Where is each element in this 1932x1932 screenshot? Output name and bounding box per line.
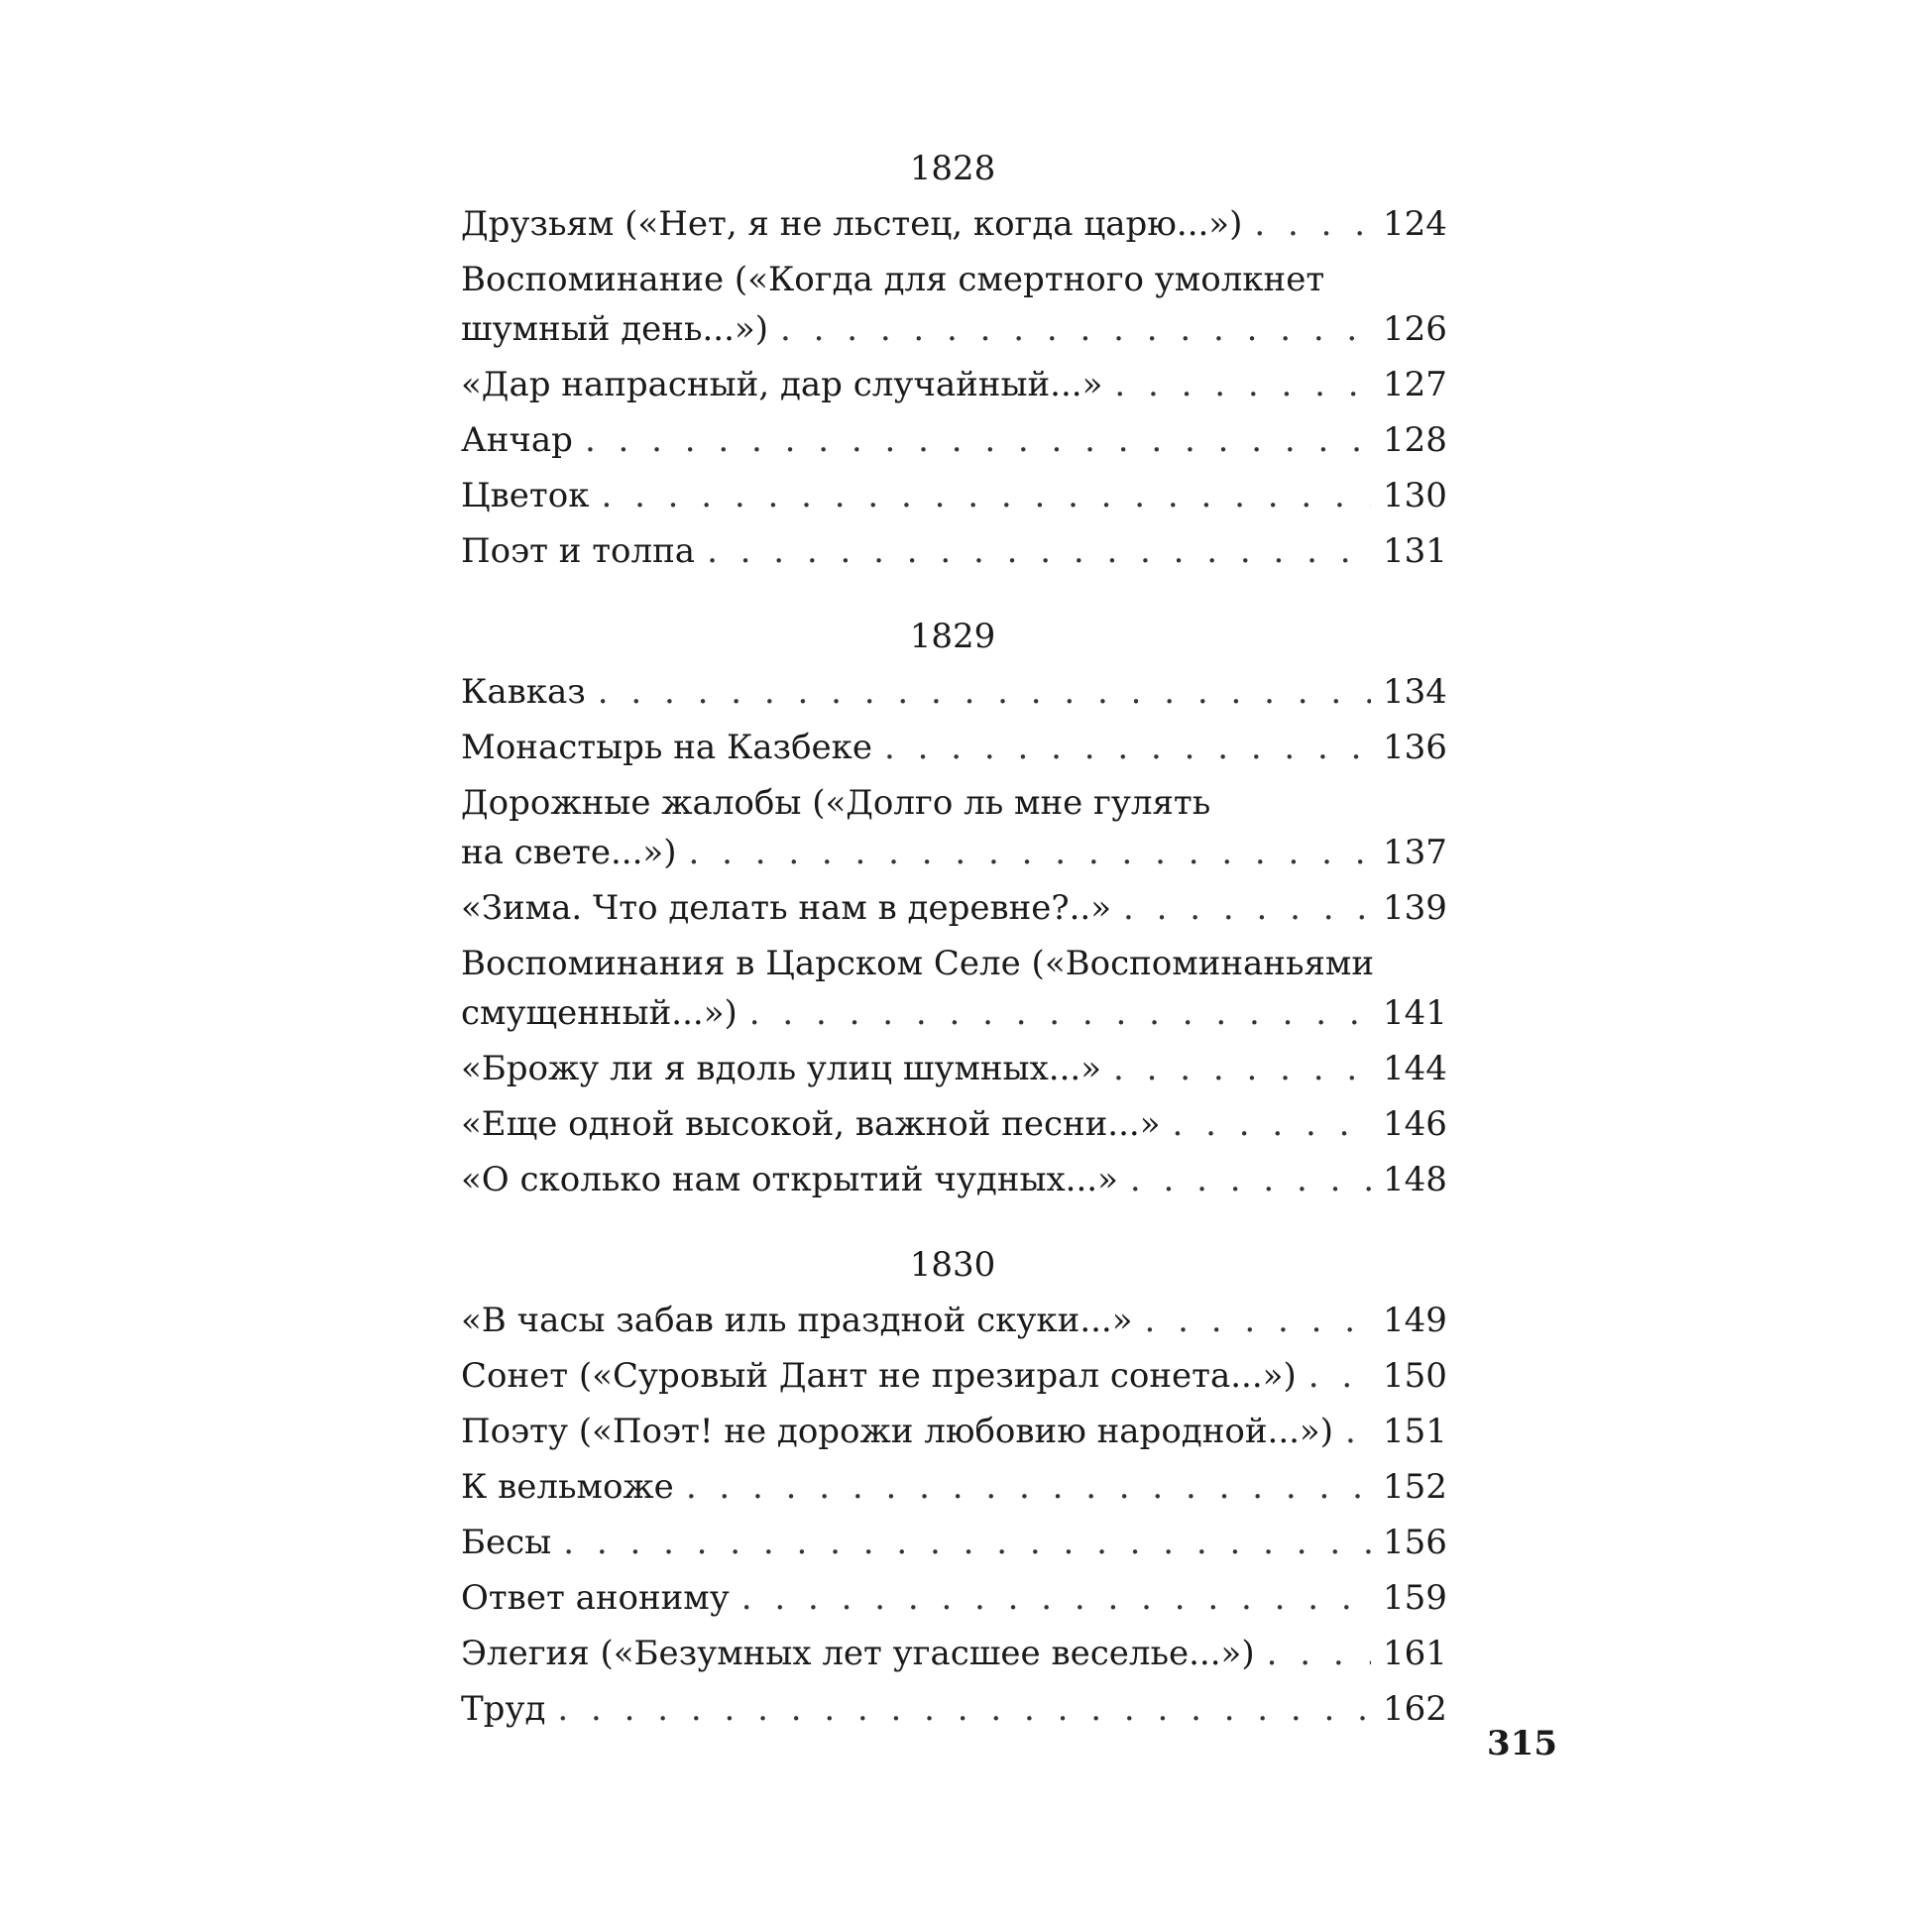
dot-leader bbox=[1145, 1293, 1371, 1348]
toc-column bbox=[461, 141, 1447, 1737]
toc-entry[interactable] bbox=[461, 252, 1447, 357]
toc-entry-title: смущенный...») bbox=[461, 993, 738, 1033]
toc-entry[interactable] bbox=[461, 664, 1447, 720]
toc-entry[interactable] bbox=[461, 1404, 1447, 1459]
toc-entry[interactable] bbox=[461, 412, 1447, 468]
toc-entry-title: Сонет («Суровый Дант не презирал сонета...») bbox=[461, 1356, 1297, 1396]
toc-entry-title: на свете...») bbox=[461, 833, 677, 872]
toc-entry[interactable] bbox=[461, 1293, 1447, 1348]
toc-entry-page: 151 bbox=[1383, 1412, 1447, 1451]
toc-entry-title: Монастырь на Казбеке bbox=[461, 728, 873, 767]
toc-entry[interactable] bbox=[461, 523, 1447, 579]
dot-leader bbox=[557, 1681, 1371, 1737]
toc-entry-page: 128 bbox=[1383, 420, 1447, 460]
toc-entry-page: 156 bbox=[1383, 1523, 1447, 1562]
toc-entry-page: 149 bbox=[1383, 1301, 1447, 1340]
toc-entry-page: 126 bbox=[1383, 309, 1447, 349]
toc-entry-page: 139 bbox=[1383, 888, 1447, 928]
toc-entry[interactable] bbox=[461, 1515, 1447, 1570]
dot-leader bbox=[707, 523, 1371, 579]
toc-entry[interactable] bbox=[461, 1152, 1447, 1207]
toc-entry-title: Анчар bbox=[461, 420, 573, 460]
dot-leader bbox=[585, 412, 1371, 468]
toc-entry-page: 148 bbox=[1383, 1160, 1447, 1199]
year-heading: 1830 bbox=[909, 1245, 996, 1285]
toc-entry[interactable] bbox=[461, 1041, 1447, 1096]
dot-leader bbox=[1254, 196, 1371, 252]
toc-entry[interactable] bbox=[461, 880, 1447, 936]
toc-entry-title: К вельможе bbox=[461, 1467, 674, 1507]
toc-entry-title: Цветок bbox=[461, 476, 590, 515]
toc-entry-page: 161 bbox=[1383, 1634, 1447, 1673]
toc-entry-page: 134 bbox=[1383, 672, 1447, 712]
toc-entry-title: Поэт и толпа bbox=[461, 531, 696, 571]
toc-entry-title: «В часы забав иль праздной скуки...» bbox=[461, 1301, 1133, 1340]
toc-entry-title: Друзьям («Нет, я не льстец, когда царю...») bbox=[461, 204, 1243, 244]
table-of-contents bbox=[461, 141, 1447, 1737]
toc-entry-title: Кавказ bbox=[461, 672, 586, 712]
toc-entry[interactable] bbox=[461, 468, 1447, 523]
dot-leader bbox=[1173, 1096, 1371, 1152]
toc-entry-page: 131 bbox=[1383, 531, 1447, 571]
toc-entry-page: 144 bbox=[1383, 1049, 1447, 1088]
toc-entry[interactable] bbox=[461, 357, 1447, 412]
toc-entry-title: Поэту («Поэт! не дорожи любовию народной...») bbox=[461, 1412, 1333, 1451]
toc-entry-page: 146 bbox=[1383, 1104, 1447, 1144]
toc-entry[interactable] bbox=[461, 936, 1447, 1041]
toc-entry[interactable] bbox=[461, 1348, 1447, 1404]
toc-entry-title: «Брожу ли я вдоль улиц шумных...» bbox=[461, 1049, 1102, 1088]
toc-entry-page: 124 bbox=[1383, 204, 1447, 244]
toc-entry[interactable] bbox=[461, 775, 1447, 880]
toc-entry[interactable] bbox=[461, 1459, 1447, 1515]
toc-entry[interactable] bbox=[461, 1681, 1447, 1737]
toc-entry-title: «О сколько нам открытий чудных...» bbox=[461, 1160, 1118, 1199]
toc-entry[interactable] bbox=[461, 1626, 1447, 1681]
toc-entry-title: Бесы bbox=[461, 1523, 552, 1562]
dot-leader bbox=[563, 1515, 1371, 1570]
dot-leader bbox=[741, 1570, 1371, 1626]
toc-entry-page: 137 bbox=[1383, 833, 1447, 872]
toc-entry-title: Труд bbox=[461, 1689, 546, 1729]
toc-entry[interactable] bbox=[461, 720, 1447, 775]
toc-entry-page: 141 bbox=[1383, 993, 1447, 1033]
toc-entry-page: 159 bbox=[1383, 1578, 1447, 1618]
year-heading: 1828 bbox=[909, 149, 996, 188]
year-heading: 1829 bbox=[909, 617, 996, 656]
toc-entry-title: Элегия («Безумных лет угасшее веселье...») bbox=[461, 1634, 1255, 1673]
dot-leader bbox=[601, 468, 1371, 523]
toc-entry-page: 152 bbox=[1383, 1467, 1447, 1507]
toc-entry-page: 127 bbox=[1383, 365, 1447, 404]
toc-entry-page: 150 bbox=[1383, 1356, 1447, 1396]
toc-entry-title: шумный день...») bbox=[461, 309, 768, 349]
dot-leader bbox=[780, 301, 1371, 357]
toc-entry-title: «Еще одной высокой, важной песни...» bbox=[461, 1104, 1161, 1144]
dot-leader bbox=[598, 664, 1371, 720]
dot-leader bbox=[688, 825, 1371, 880]
toc-entry-page: 162 bbox=[1383, 1689, 1447, 1729]
dot-leader bbox=[686, 1459, 1371, 1515]
toc-entry-title: «Дар напрасный, дар случайный...» bbox=[461, 365, 1103, 404]
toc-entry-title: Воспоминания в Царском Селе («Воспоминаньями bbox=[461, 944, 1375, 983]
toc-entry-title: Ответ анониму bbox=[461, 1578, 730, 1618]
dot-leader bbox=[1345, 1404, 1371, 1459]
dot-leader bbox=[1114, 357, 1371, 412]
dot-leader bbox=[1267, 1626, 1371, 1681]
dot-leader bbox=[749, 985, 1371, 1041]
toc-entry[interactable] bbox=[461, 1570, 1447, 1626]
dot-leader bbox=[1308, 1348, 1371, 1404]
toc-entry-page: 136 bbox=[1383, 728, 1447, 767]
toc-entry-title: Дорожные жалобы («Долго ль мне гулять bbox=[461, 783, 1211, 823]
toc-entry[interactable] bbox=[461, 196, 1447, 252]
toc-entry-title: «Зима. Что делать нам в деревне?..» bbox=[461, 888, 1112, 928]
toc-entry-page: 130 bbox=[1383, 476, 1447, 515]
dot-leader bbox=[1113, 1041, 1371, 1096]
toc-entry-title: Воспоминание («Когда для смертного умолкнет bbox=[461, 260, 1325, 299]
page-number: 315 bbox=[1487, 1724, 1557, 1763]
dot-leader bbox=[1130, 1152, 1371, 1207]
toc-entry[interactable] bbox=[461, 1096, 1447, 1152]
dot-leader bbox=[1123, 880, 1371, 936]
dot-leader bbox=[884, 720, 1371, 775]
